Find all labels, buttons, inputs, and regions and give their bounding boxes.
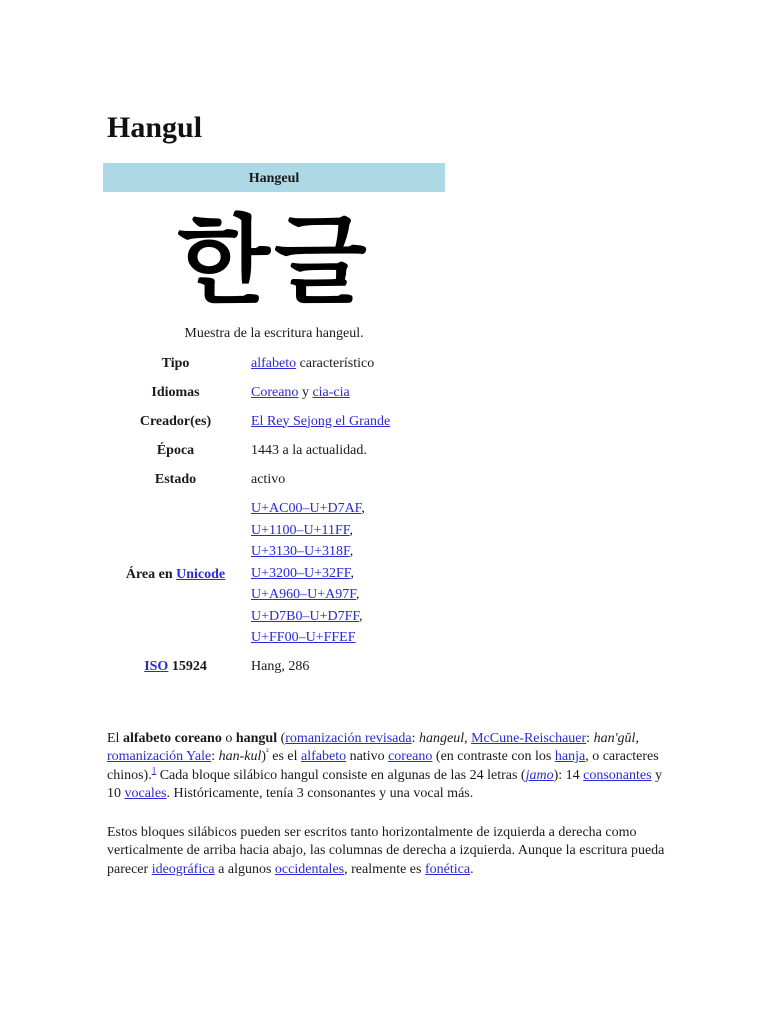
unicode-range-link[interactable]: U+AC00–U+D7AF: [251, 501, 362, 516]
row-label: Época: [156, 442, 195, 458]
text: (: [277, 731, 286, 746]
label-text: Área en: [125, 567, 177, 583]
text: ): [261, 749, 267, 765]
row-label: [103, 494, 248, 653]
link-vocales[interactable]: vocales: [124, 785, 167, 801]
unicode-range: U+1100–U+11FF,: [251, 522, 353, 538]
italic-term: hangeul: [418, 731, 465, 746]
footnote-ref: ²: [266, 746, 269, 757]
article-body: [107, 730, 667, 900]
row-value: [248, 407, 445, 436]
text: o: [221, 731, 236, 746]
link-hanja[interactable]: hanja: [554, 749, 586, 765]
unicode-range: U+A960–U+A97F,: [251, 587, 360, 602]
unicode-range-link[interactable]: U+A960–U+A97F: [251, 587, 356, 602]
infobox-row-unicode: [103, 494, 445, 653]
text: Estos bloques silábicos pueden ser escritos tanto horizontalmente de izquierda a derecha como verticalmente de arriba hacia abajo, las columnas de derecha a izquierda. Aunque la escritura pueda parecer: [107, 825, 665, 877]
unicode-range-link[interactable]: U+1100–U+11FF: [251, 522, 350, 538]
infobox-header: Hangeul: [103, 163, 445, 192]
row-value: [248, 349, 445, 378]
row-label: Estado: [154, 471, 197, 487]
paragraph-intro: [107, 730, 667, 803]
text: (en contraste con los: [432, 749, 555, 765]
text: nativo: [346, 749, 389, 765]
unicode-range: U+D7B0–U+D7FF,: [251, 608, 363, 624]
infobox-row-idiomas: [103, 378, 445, 407]
link-ideografica[interactable]: ideográfica: [151, 861, 215, 877]
link-coreano[interactable]: Coreano: [251, 384, 299, 400]
text: :: [586, 731, 594, 746]
text: es el: [268, 749, 301, 765]
infobox-row-epoca: [103, 436, 445, 465]
unicode-range-link[interactable]: U+D7B0–U+D7FF: [251, 608, 360, 624]
link-unicode[interactable]: Unicode: [176, 567, 226, 583]
page-title: Hangul: [107, 111, 203, 144]
row-label: Tipo: [161, 355, 190, 371]
row-value: Hang, 286: [251, 659, 310, 674]
link-jamo[interactable]: jamo: [525, 767, 554, 783]
unicode-range-link[interactable]: U+3130–U+318F: [251, 544, 350, 559]
text: El: [107, 731, 123, 746]
text: ): 14: [553, 767, 584, 783]
infobox-row-iso: [103, 653, 445, 682]
value-text: y: [298, 384, 313, 400]
text: , realmente es: [344, 861, 425, 877]
link-romanizacion-revisada[interactable]: romanización revisada: [285, 731, 412, 746]
infobox-row-estado: [103, 465, 445, 494]
link-alfabeto[interactable]: alfabeto: [301, 749, 347, 765]
infobox-table: [103, 349, 445, 682]
label-text: 15924: [168, 659, 207, 674]
image-caption: Muestra de la escritura hangeul.: [184, 326, 364, 341]
unicode-range: [251, 627, 445, 649]
link-mccune-reischauer[interactable]: McCune-Reischauer: [471, 731, 587, 746]
link-consonantes[interactable]: consonantes: [583, 767, 652, 783]
row-value: [248, 494, 445, 653]
text: , o caracteres chinos).: [107, 749, 659, 783]
infobox-row-creador: [103, 407, 445, 436]
text: :: [211, 749, 219, 765]
link-alfabeto[interactable]: alfabeto: [251, 355, 297, 371]
text: ,: [635, 731, 639, 746]
text: :: [411, 731, 419, 746]
row-value: 1443 a la actualidad.: [251, 442, 367, 458]
row-label: Creador(es): [139, 413, 212, 429]
unicode-range: U+3130–U+318F,: [251, 544, 354, 559]
link-occidentales[interactable]: occidentales: [274, 861, 345, 877]
link-cia-cia[interactable]: cia-cia: [312, 384, 350, 400]
row-value: activo: [251, 471, 286, 487]
hangul-script-image: 한글: [177, 205, 371, 317]
text: Cada bloque silábico hangul consiste en algunas de las 24 letras (: [156, 767, 526, 783]
italic-term: han'gŭl: [593, 731, 636, 746]
link-coreano[interactable]: coreano: [388, 749, 433, 765]
text: ,: [464, 731, 472, 746]
italic-term: han-kul: [218, 749, 262, 765]
text: y 10: [107, 767, 663, 801]
unicode-range: U+3200–U+32FF,: [251, 565, 354, 581]
unicode-range-link[interactable]: U+FF00–U+FFEF: [251, 630, 356, 645]
unicode-range-link[interactable]: U+3200–U+32FF: [251, 565, 351, 581]
row-value: [248, 378, 445, 407]
link-romanizacion-yale[interactable]: romanización Yale: [107, 749, 212, 765]
row-label: [103, 653, 248, 682]
unicode-range: U+AC00–U+D7AF,: [251, 501, 365, 516]
infobox-row-tipo: [103, 349, 445, 378]
row-label: Idiomas: [151, 384, 200, 400]
value-text: característico: [296, 355, 375, 371]
bold-term: alfabeto coreano: [122, 731, 222, 746]
infobox: [103, 163, 445, 682]
text: a algunos: [214, 861, 275, 877]
link-fonetica[interactable]: fonética: [424, 861, 471, 877]
bold-term: hangul: [235, 731, 278, 746]
footnote-link[interactable]: 1: [151, 764, 157, 775]
link-iso[interactable]: ISO: [144, 659, 169, 674]
link-rey-sejong[interactable]: El Rey Sejong el Grande: [251, 413, 391, 429]
paragraph-writing: [107, 824, 667, 879]
text: . Históricamente, tenía 3 consonantes y una vocal más.: [166, 785, 474, 801]
text: .: [470, 861, 474, 877]
